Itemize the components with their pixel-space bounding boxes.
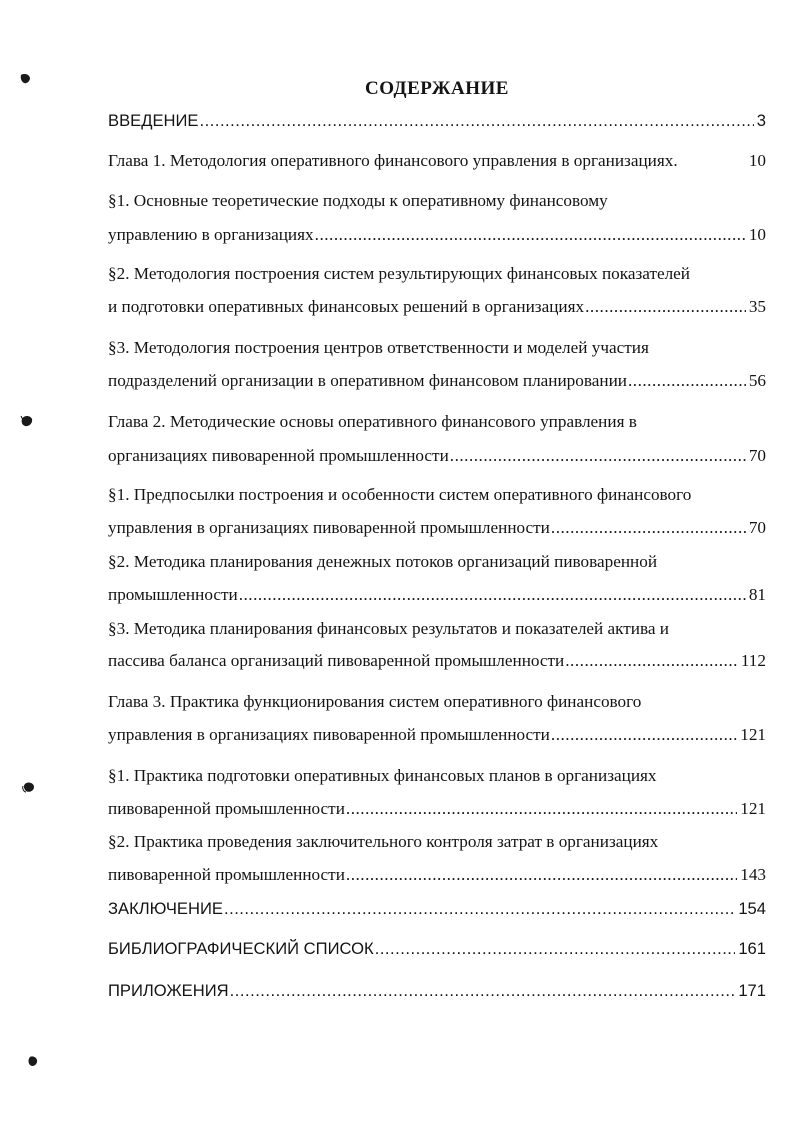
toc-entry-section-2-3-line1: §3. Методика планирования финансовых результатов и показателей актива и <box>108 619 669 638</box>
toc-entry-section-3-1-line1: §1. Практика подготовки оперативных финансовых планов в организациях <box>108 766 657 785</box>
scan-mark-icon <box>20 414 34 428</box>
leader-dots <box>230 980 736 1002</box>
toc-page-number: 3 <box>756 111 766 130</box>
toc-page-number: 10 <box>748 151 766 170</box>
page-title: СОДЕРЖАНИЕ <box>365 78 509 99</box>
leader-dots <box>346 864 737 886</box>
scan-mark-icon <box>22 780 36 794</box>
toc-entry-label: управления в организациях пивоваренной промышленности <box>108 518 550 537</box>
leader-dots <box>565 650 738 672</box>
toc-entry-section-1-1 <box>108 224 766 246</box>
toc-entry-label: пивоваренной промышленности <box>108 799 345 818</box>
toc-page-number: 143 <box>740 865 766 884</box>
toc-page-number: 161 <box>738 939 766 958</box>
leader-dots <box>315 224 746 246</box>
toc-page-number: 171 <box>738 981 766 1000</box>
leader-dots <box>551 724 737 746</box>
leader-dots <box>551 517 746 539</box>
toc-page-number: 81 <box>748 585 766 604</box>
leader-dots <box>346 798 737 820</box>
toc-page-number: 121 <box>740 799 766 818</box>
toc-entry-label: ВВЕДЕНИЕ <box>108 111 199 130</box>
toc-entry-introduction <box>108 110 766 132</box>
toc-entry-section-3-2 <box>108 864 766 886</box>
toc-entry-chapter-1 <box>108 150 766 172</box>
toc-entry-label: организациях пивоваренной промышленности <box>108 446 449 465</box>
leader-dots <box>628 370 746 392</box>
toc-page-number: 56 <box>748 371 766 390</box>
toc-page-number: 70 <box>748 518 766 537</box>
toc-entry-label: пивоваренной промышленности <box>108 865 345 884</box>
scan-mark-icon <box>26 1054 40 1068</box>
leader-dots <box>450 445 746 467</box>
toc-page-number: 121 <box>740 725 766 744</box>
toc-entry-label: Глава 1. Методология оперативного финансового управления в организациях. <box>108 151 678 170</box>
toc-entry-label: промышленности <box>108 585 238 604</box>
toc-entry-section-2-2-line1: §2. Методика планирования денежных потоков организаций пивоваренной <box>108 552 658 571</box>
toc-entry-section-1-2 <box>108 296 766 318</box>
toc-entry-section-1-3-line1: §3. Методология построения центров ответственности и моделей участия <box>108 338 649 357</box>
toc-entry-section-2-1-line1: §1. Предпосылки построения и особенности систем оперативного финансового <box>108 485 692 504</box>
toc-entry-chapter-3-line1: Глава 3. Практика функционирования систем оперативного финансового <box>108 692 642 711</box>
leader-dots <box>375 938 736 960</box>
toc-entry-chapter-2-line1: Глава 2. Методические основы оперативного финансового управления в <box>108 412 637 431</box>
toc-entry-label: и подготовки оперативных финансовых решений в организациях <box>108 297 585 316</box>
toc-entry-section-2-2 <box>108 584 766 606</box>
toc-entry-label: управления в организациях пивоваренной промышленности <box>108 725 550 744</box>
toc-entry-section-3-1 <box>108 798 766 820</box>
toc-page-number: 70 <box>748 446 766 465</box>
leader-dots <box>239 584 746 606</box>
scan-mark-icon <box>18 72 32 86</box>
toc-page-number: 35 <box>748 297 766 316</box>
toc-entry-section-3-2-line1: §2. Практика проведения заключительного контроля затрат в организациях <box>108 832 659 851</box>
toc-entry-section-1-3 <box>108 370 766 392</box>
toc-page-number: 10 <box>748 225 766 244</box>
toc-entry-bibliography <box>108 938 766 960</box>
leader-dots <box>585 296 746 318</box>
toc-entry-section-2-3 <box>108 650 766 672</box>
toc-entry-chapter-3 <box>108 724 766 746</box>
toc-entry-conclusion <box>108 898 766 920</box>
toc-entry-label: пассива баланса организаций пивоваренной промышленности <box>108 651 565 670</box>
leader-dots <box>200 110 754 132</box>
toc-entry-label: ПРИЛОЖЕНИЯ <box>108 981 229 1000</box>
toc-entry-label: управлению в организациях <box>108 225 314 244</box>
toc-entry-section-1-2-line1: §2. Методология построения систем результирующих финансовых показателей <box>108 264 690 283</box>
toc-entry-appendices <box>108 980 766 1002</box>
toc-page-number: 154 <box>738 899 766 918</box>
toc-entry-label: ЗАКЛЮЧЕНИЕ <box>108 899 223 918</box>
toc-page-number: 112 <box>740 651 766 670</box>
toc-entry-chapter-2 <box>108 445 766 467</box>
toc-entry-section-2-1 <box>108 517 766 539</box>
toc-entry-label: подразделений организации в оперативном финансовом планировании <box>108 371 627 390</box>
toc-entry-section-1-1-line1: §1. Основные теоретические подходы к оперативному финансовому <box>108 191 608 210</box>
leader-dots <box>224 898 735 920</box>
toc-entry-label: БИБЛИОГРАФИЧЕСКИЙ СПИСОК <box>108 939 374 958</box>
